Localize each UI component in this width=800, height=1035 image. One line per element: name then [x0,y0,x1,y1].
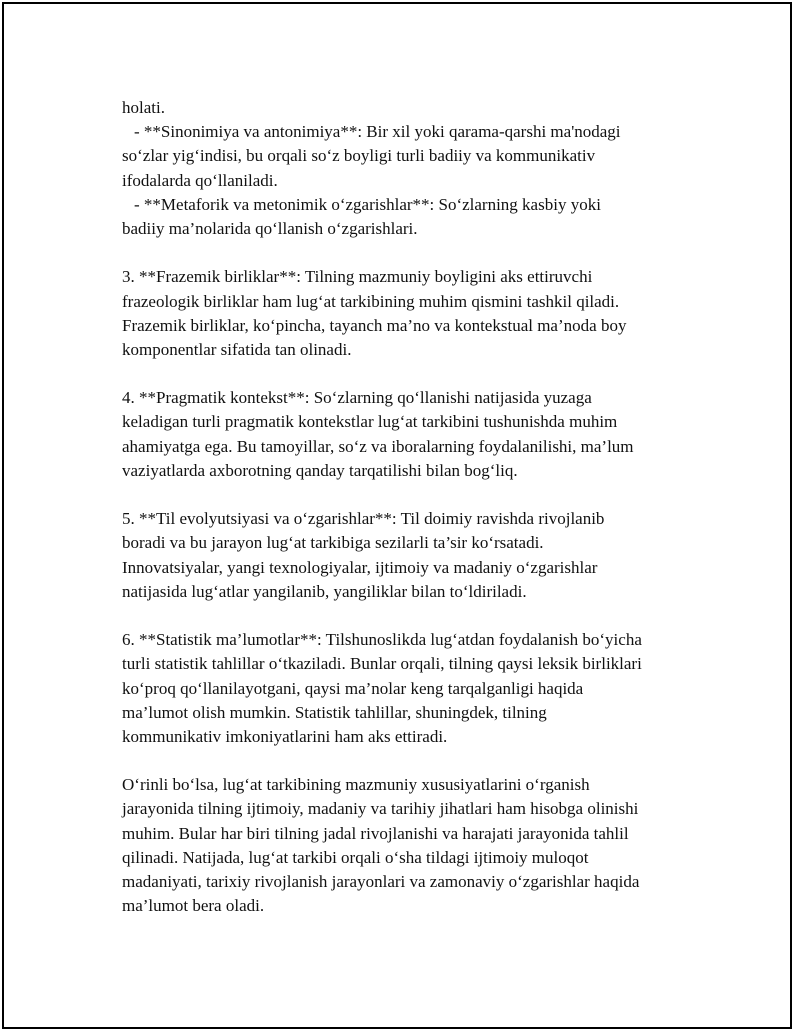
section-line: O‘rinli bo‘lsa, lug‘at tarkibining mazmuniy xususiyatlarini o‘rganish [122,775,590,795]
section-line: vaziyatlarda axborotning qanday tarqatilishi bilan bog‘liq. [122,460,518,480]
section-line: ma’lumot bera oladi. [122,896,265,916]
document-body [122,96,722,918]
section-line: kommunikativ imkoniyatlarini ham aks ettiradi. [122,726,448,746]
section-line: turli statistik tahlillar o‘tkaziladi. Bunlar orqali, tilning qaysi leksik birliklari [122,654,642,674]
section-evolyutsiya [122,507,722,604]
section-line: 4. **Pragmatik kontekst**: So‘zlarning qo‘llanishi natijasida yuzaga [122,388,592,408]
section-line: keladigan turli pragmatik kontekstlar lug‘at tarkibini tushunishda muhim [122,412,618,432]
section-line: ahamiyatga ega. Bu tamoyillar, so‘z va iboralarning foydalanilishi, ma’lum [122,436,634,456]
section-line: madaniyati, tarixiy rivojlanish jarayonlari va zamonaviy o‘zgarishlar haqida [122,872,640,891]
document-page [2,2,792,1029]
bullet-sinonimiya [122,120,722,193]
section-line: 3. **Frazemik birliklar**: Tilning mazmuniy boyligini aks ettiruvchi [122,267,593,287]
section-line: jarayonida tilning ijtimoiy, madaniy va tarihiy jihatlari ham hisobga olinishi [122,799,639,819]
section-line: 6. **Statistik ma’lumotlar**: Tilshunoslikda lug‘atdan foydalanish bo‘yicha [122,630,642,650]
paragraph-gap [122,483,722,507]
section-line: 5. **Til evolyutsiyasi va o‘zgarishlar**: Til doimiy ravishda rivojlanib [122,509,605,529]
bullet-line: - **Metaforik va metonimik o‘zgarishlar**: So‘zlarning kasbiy yoki [134,194,601,214]
bullet-metaforik [122,193,722,241]
section-line: muhim. Bular har biri tilning jadal rivojlanishi va harajati jarayonida tahlil [122,823,629,843]
paragraph-gap [122,241,722,265]
section-line: ma’lumot olish mumkin. Statistik tahlillar, shuningdek, tilning [122,702,547,722]
section-line: frazeologik birliklar ham lug‘at tarkibining muhim qismini tashkil qiladi. [122,291,620,311]
section-statistik [122,628,722,749]
section-conclusion [122,773,722,918]
bullet-line: - **Sinonimiya va antonimiya**: Bir xil yoki qarama-qarshi ma'nodagi [134,122,621,142]
section-frazemik [122,265,722,362]
bullet-line: so‘zlar yig‘indisi, bu orqali so‘z boyligi turli badiiy va kommunikativ [122,146,596,166]
section-line: boradi va bu jarayon lug‘at tarkibiga sezilarli ta’sir ko‘rsatadi. [122,533,544,553]
bullet-line: badiiy ma’nolarida qo‘llanish o‘zgarishlari. [122,218,418,238]
paragraph-gap [122,362,722,386]
continuation-line: holati. [122,98,165,117]
section-pragmatik [122,386,722,483]
paragraph-gap [122,604,722,628]
section-line: natijasida lug‘atlar yangilanib, yangiliklar bilan to‘ldiriladi. [122,581,527,601]
section-line: ko‘proq qo‘llanilayotgani, qaysi ma’nolar keng tarqalganligi haqida [122,678,584,698]
section-line: qilinadi. Natijada, lug‘at tarkibi orqali o‘sha tildagi ijtimoiy muloqot [122,847,589,867]
section-line: Innovatsiyalar, yangi texnologiyalar, ijtimoiy va madaniy o‘zgarishlar [122,557,598,577]
section-line: komponentlar sifatida tan olinadi. [122,339,352,359]
paragraph-gap [122,749,722,773]
bullet-line: ifodalarda qo‘llaniladi. [122,170,278,190]
section-line: Frazemik birliklar, ko‘pincha, tayanch ma’no va kontekstual ma’noda boy [122,315,627,335]
